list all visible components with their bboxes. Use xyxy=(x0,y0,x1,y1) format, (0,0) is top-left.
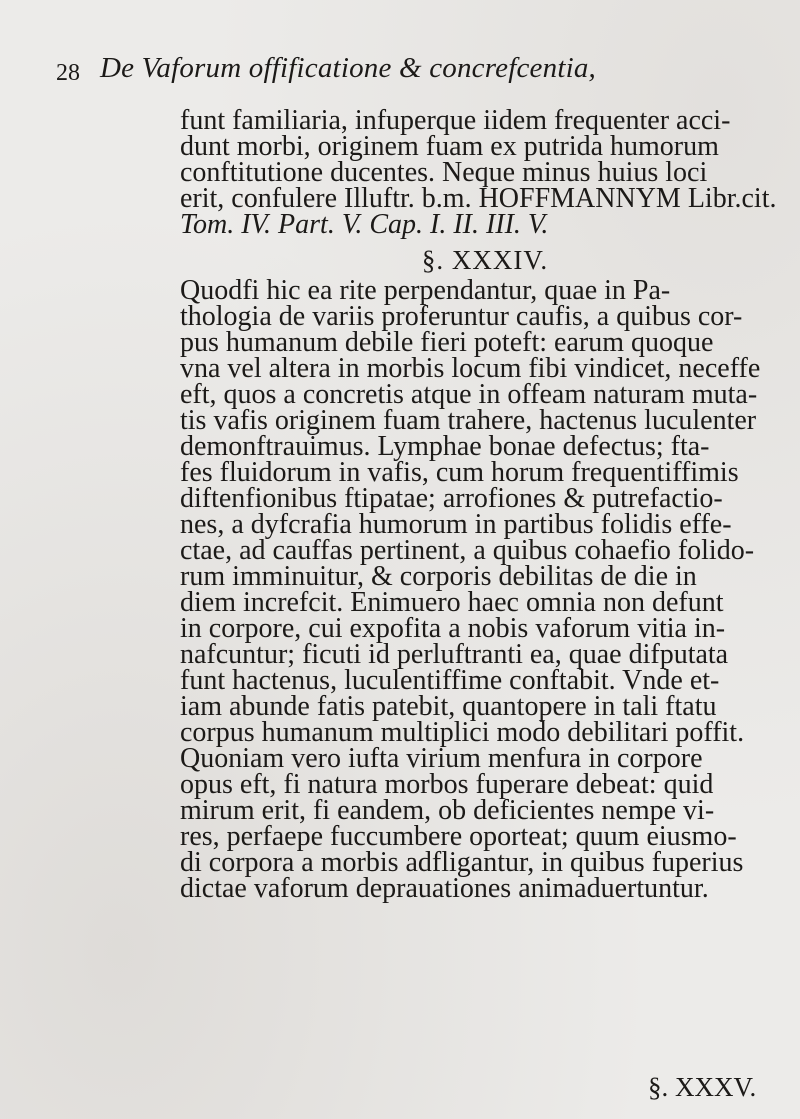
text-line: dictae vaforum deprauationes animaduertuntur. xyxy=(180,873,709,904)
text-line: Quodfi hic ea rite perpendantur, quae in Pa- xyxy=(180,275,671,306)
text-line: Tom. IV. Part. V. Cap. I. II. III. V. xyxy=(180,209,549,240)
page-number: 28 xyxy=(56,60,80,86)
text-line: diftenfionibus ftipatae; arrofiones & putrefactio- xyxy=(180,483,723,514)
text-line: demonftrauimus. Lymphae bonae defectus; fta- xyxy=(180,431,710,462)
text-line: opus eft, fi natura morbos fuperare debeat: quid xyxy=(180,769,714,800)
text-line: fes fluidorum in vafis, cum horum frequentiffimis xyxy=(180,457,739,488)
text-line: res, perfaepe fuccumbere oporteat; quum eiusmo- xyxy=(180,821,737,852)
body-text xyxy=(180,105,780,904)
text-line: in corpore, cui expofita a nobis vaforum vitia in- xyxy=(180,613,726,644)
text-line: funt familiaria, infuperque iidem frequenter acci- xyxy=(180,105,731,136)
text-line: funt hactenus, luculentiffime conftabit. Vnde et- xyxy=(180,665,720,696)
text-line: dunt morbi, originem fuam ex putrida humorum xyxy=(180,131,719,162)
running-title: De Vaforum offificatione & concrefcentia, xyxy=(100,52,596,84)
text-line: mirum erit, fi eandem, ob deficientes nempe vi- xyxy=(180,795,715,826)
text-line: corpus humanum multiplici modo debilitari poffit. xyxy=(180,717,745,748)
text-line: nes, a dyfcrafia humorum in partibus folidis effe- xyxy=(180,509,732,540)
text-line: pus humanum debile fieri poteft: earum quoque xyxy=(180,327,714,358)
catchword: §. XXXV. xyxy=(648,1072,757,1102)
text-line: erit, confulere Illuftr. b.m. HOFFMANNYM Libr.cit. xyxy=(180,183,777,214)
section-heading: §. XXXIV. xyxy=(421,245,549,275)
text-line: di corpora a morbis adfligantur, in quibus fuperius xyxy=(180,847,744,878)
text-line: thologia de variis proferuntur caufis, a quibus cor- xyxy=(180,301,743,332)
text-line: tis vafis originem fuam trahere, hactenus luculenter xyxy=(180,405,757,436)
text-line: nafcuntur; ficuti id perluftranti ea, quae difputata xyxy=(180,639,729,670)
text-line: rum imminuitur, & corporis debilitas de die in xyxy=(180,561,697,592)
page-header xyxy=(56,52,776,96)
text-line: eft, quos a concretis atque in offeam naturam muta- xyxy=(180,379,758,410)
text-line: diem increfcit. Enimuero haec omnia non defunt xyxy=(180,587,724,618)
text-line: conftitutione ducentes. Neque minus huius loci xyxy=(180,157,708,188)
text-line: iam abunde fatis patebit, quantopere in tali ftatu xyxy=(180,691,717,722)
text-line: ctae, ad cauffas pertinent, a quibus cohaefio folido- xyxy=(180,535,755,566)
text-line: Quoniam vero iufta virium menfura in corpore xyxy=(180,743,703,774)
text-line: vna vel altera in morbis locum fibi vindicet, neceffe xyxy=(180,353,761,384)
